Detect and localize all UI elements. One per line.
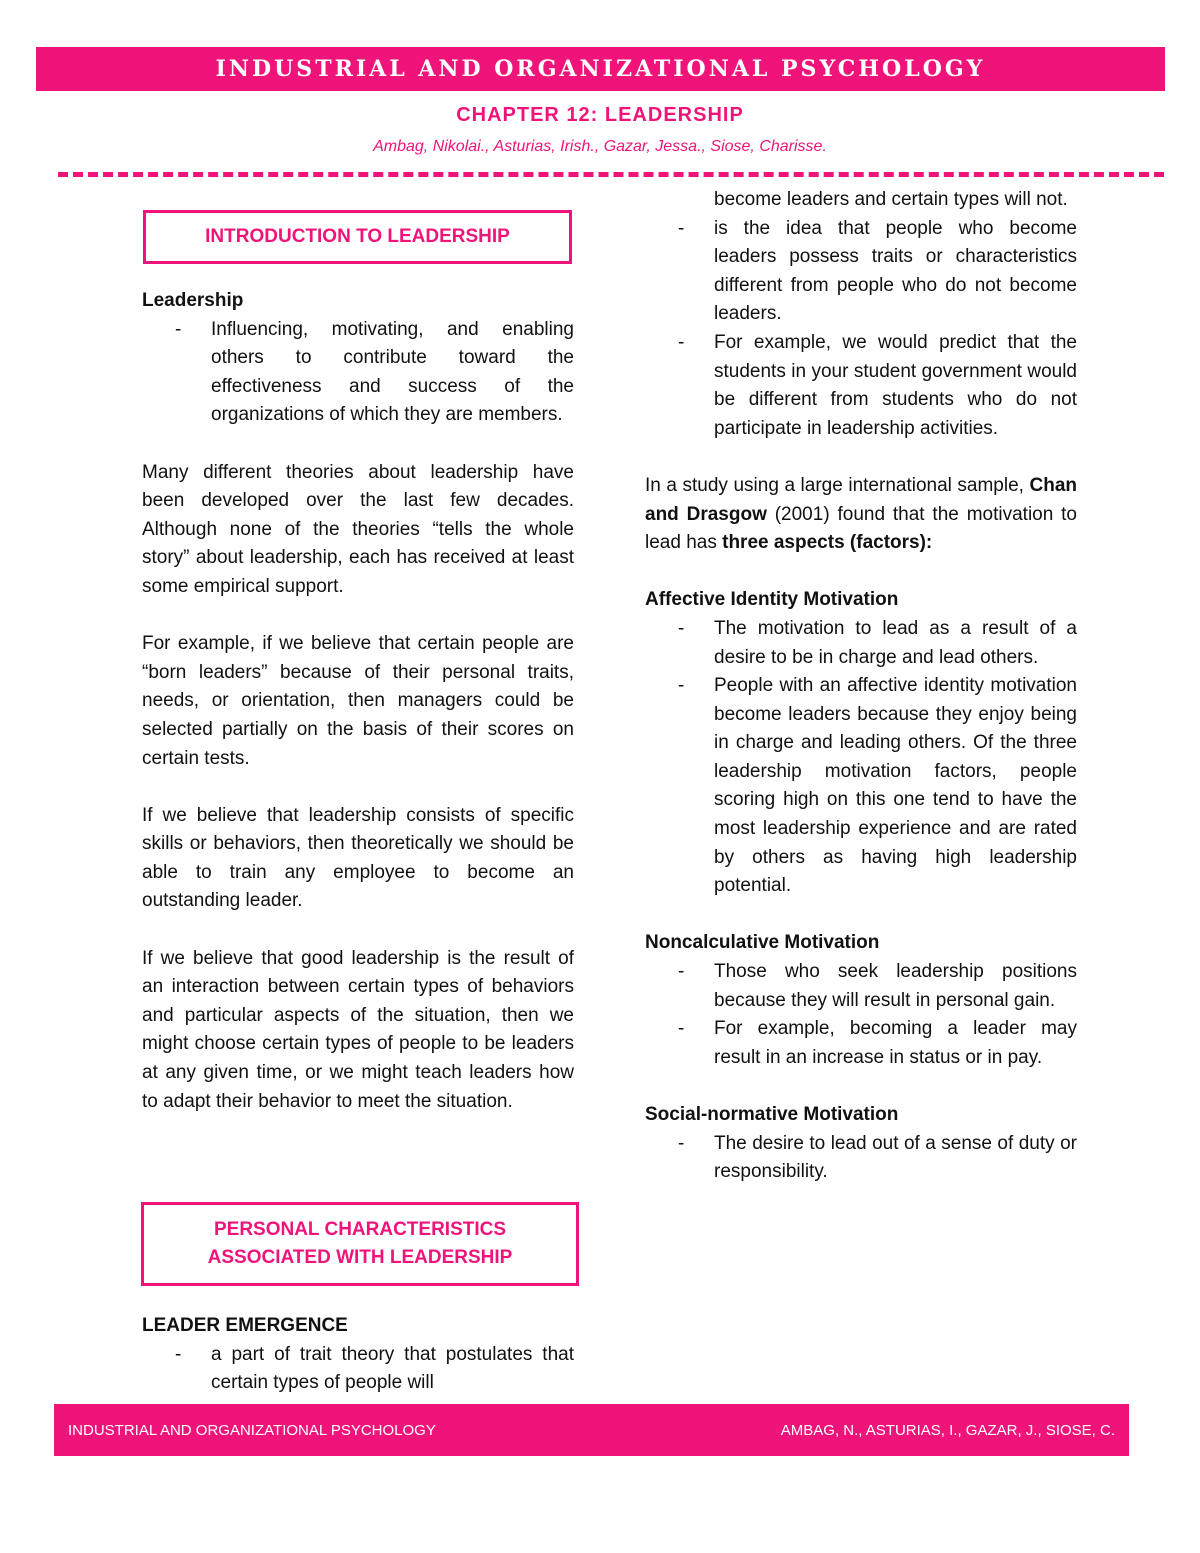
footer-bar [54, 1404, 1129, 1456]
list-item: become leaders and certain types will not. [714, 189, 1068, 210]
noncalculative-list [645, 958, 1077, 1072]
affective-heading: Affective Identity Motivation [645, 589, 899, 611]
list-item: - Influencing, motivating, and enabling others to contribute toward the effectiveness and success of the organizations of which they are members. [142, 316, 574, 430]
list-item: - Those who seek leadership positions because they will result in personal gain. [645, 958, 1077, 1015]
list-item: - For example, becoming a leader may result in an increase in status or in pay. [645, 1015, 1077, 1072]
list-item: - is the idea that people who become leaders possess traits or characteristics different from people who do not become leaders. [645, 215, 1077, 329]
left-column [142, 287, 574, 1116]
list-item: - For example, we would predict that the students in your student government would be different from students who do not participate in leadership activities. [645, 329, 1077, 443]
paragraph-theories: Many different theories about leadership have been developed over the last few decades. Although none of the theories “tells the whole story” about leadership, each has received at least some empirical support. [142, 461, 574, 597]
leadership-list [142, 316, 574, 430]
affective-list [645, 615, 1077, 901]
authors-line: Ambag, Nikolai., Asturias, Irish., Gazar, Jessa., Siose, Charisse. [373, 138, 827, 155]
footer-right-text: AMBAG, N., ASTURIAS, I., GAZAR, J., SIOSE, C. [780, 1421, 1115, 1439]
list-item: - The desire to lead out of a sense of duty or responsibility. [645, 1130, 1077, 1187]
paragraph-interaction: If we believe that good leadership is the result of an interaction between certain types of behaviors and particular aspects of the situation, then we might choose certain types of people to be leaders at any given time, or we might teach leaders how to adapt their behavior to meet the situation. [142, 947, 574, 1112]
section-title-line: PERSONAL CHARACTERISTICS [213, 1219, 507, 1240]
emergence-list-continued [645, 186, 1077, 443]
section-title-introduction: INTRODUCTION TO LEADERSHIP [205, 226, 510, 247]
paragraph-study: In a study using a large international sample, Chan and Drasgow (2001) found that the motivation to lead has three aspects (factors): [645, 474, 1077, 554]
leadership-heading: Leadership [142, 290, 244, 311]
emergence-list [142, 1341, 574, 1398]
dashed-divider [58, 172, 1164, 177]
list-item: - The motivation to lead as a result of a desire to be in charge and lead others. [645, 615, 1077, 672]
paragraph-skills: If we believe that leadership consists of specific skills or behaviors, then theoretically we should be able to train any employee to become an outstanding leader. [142, 804, 574, 912]
noncalculative-heading: Noncalculative Motivation [645, 932, 880, 954]
section-box-introduction [143, 210, 572, 264]
header-banner: INDUSTRIAL AND ORGANIZATIONAL PSYCHOLOGY [36, 47, 1165, 91]
social-normative-list [645, 1130, 1077, 1187]
list-item: - People with an affective identity motivation become leaders because they enjoy being in charge and leading others. Of the three leadership motivation factors, people scoring high on this one tend to have the most leadership experience and are rated by others as having high leadership potential. [645, 672, 1077, 901]
leader-emergence-heading: LEADER EMERGENCE [142, 1315, 348, 1336]
list-item: - a part of trait theory that postulates that certain types of people will [142, 1341, 574, 1398]
section-title-line: ASSOCIATED WITH LEADERSHIP [207, 1247, 513, 1268]
chapter-title: CHAPTER 12: LEADERSHIP [456, 104, 744, 126]
right-column [645, 186, 1077, 1187]
social-normative-heading: Social-normative Motivation [645, 1104, 899, 1125]
paragraph-born-leaders: For example, if we believe that certain people are “born leaders” because of their personal traits, needs, or orientation, then managers could be selected partially on the basis of their scores on certain tests. [142, 633, 574, 769]
footer-left-text: INDUSTRIAL AND ORGANIZATIONAL PSYCHOLOGY [68, 1421, 436, 1439]
section-box-personal-characteristics [141, 1202, 579, 1286]
leader-emergence-block [142, 1312, 574, 1398]
